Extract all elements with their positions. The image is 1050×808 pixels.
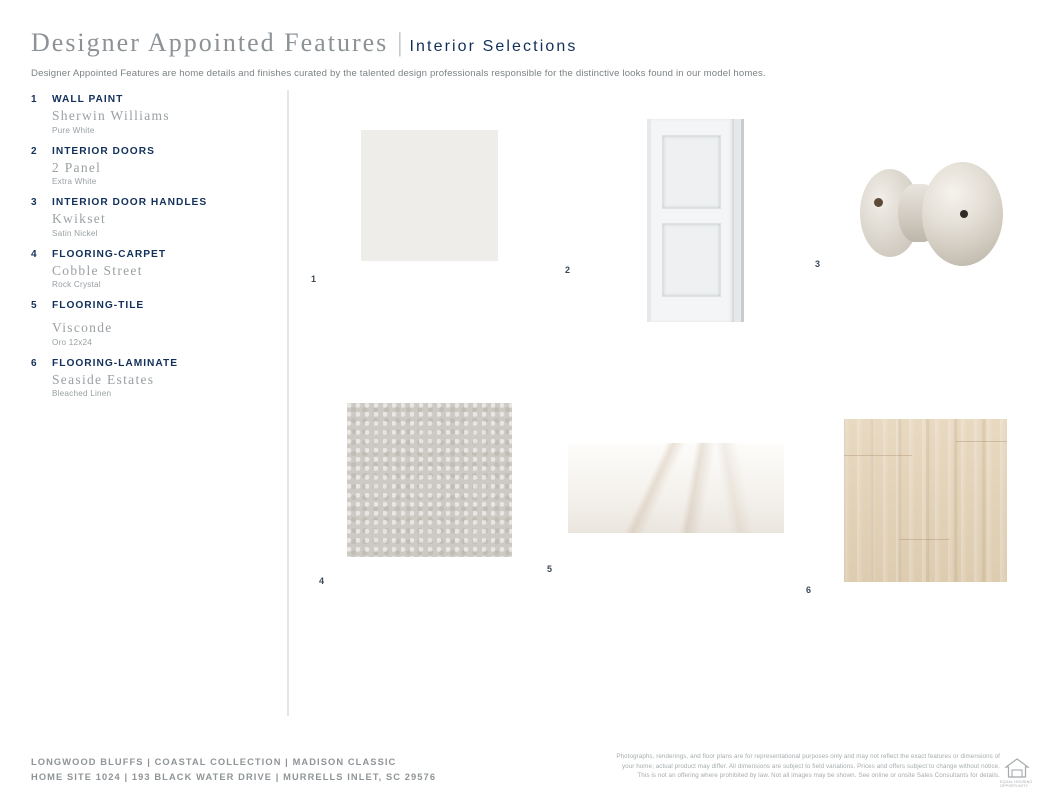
legend-item-interior-door-handles — [31, 197, 266, 238]
disclaimer-line-1: Photographs, renderings, and floor plans are for representational purposes only and may not reflect the exact features or dimensions of — [616, 753, 1000, 760]
legend-item-flooring-tile — [31, 300, 266, 347]
legend-brand: Seaside Estates — [52, 371, 155, 387]
legend-detail: Extra White — [52, 177, 97, 187]
footer-line-1: LONGWOOD BLUFFS | COASTAL COLLECTION | MADISON CLASSIC — [31, 757, 397, 767]
disclaimer-line-3: This is not an offering where prohibited by law. Not all images may be shown. See online or onsite Sales Consultants for details. — [637, 772, 1000, 780]
legend-category: FLOORING-LAMINATE — [52, 357, 179, 369]
handle-screw — [874, 198, 883, 207]
vertical-divider — [287, 90, 289, 716]
footer-line-2: HOME SITE 1024 | 193 BLACK WATER DRIVE | MURRELLS INLET, SC 29576 — [31, 772, 437, 783]
legend-number: 3 — [31, 197, 38, 209]
legend-number: 4 — [31, 248, 38, 260]
legend-head — [31, 358, 266, 369]
legend-head — [31, 94, 266, 105]
legend-category: INTERIOR DOORS — [52, 145, 155, 157]
handle-keyhole — [960, 210, 968, 218]
legend-body — [52, 263, 266, 290]
legend-brand: 2 Panel — [52, 159, 102, 175]
legend-detail: Oro 12x24 — [52, 337, 93, 347]
legend-number: 1 — [31, 94, 38, 105]
footer-community-info — [31, 755, 436, 786]
swatch-label-carpet: 4 — [319, 576, 325, 586]
legend-category: WALL PAINT — [52, 94, 124, 105]
laminate-seam — [956, 441, 1007, 442]
legend-number: 5 — [31, 300, 38, 312]
page-subtitle: Designer Appointed Features are home details and finishes curated by the talented design professionals responsible for the distinctive looks found in our model homes. — [31, 68, 766, 79]
swatch-label-laminate: 6 — [806, 585, 812, 595]
legend-category: INTERIOR DOOR HANDLES — [52, 197, 208, 209]
laminate-seam — [900, 539, 950, 540]
legend-body — [52, 211, 266, 238]
swatch-label-wall-paint: 1 — [311, 274, 317, 284]
legend-body — [52, 160, 266, 187]
legend-detail: Bleached Linen — [52, 389, 112, 399]
swatch-interior-door — [647, 119, 744, 322]
legend-item-interior-doors — [31, 146, 266, 187]
legend-number: 2 — [31, 145, 38, 157]
disclaimer-line-2: your home; actual product may differ. All dimensions are subject to field variations. Prices and offers subject to change without notice. — [621, 762, 1000, 770]
legend-detail: Satin Nickel — [52, 228, 98, 238]
legend-number: 6 — [31, 357, 38, 369]
laminate-seam — [844, 455, 912, 456]
legend-body — [52, 372, 266, 399]
legend-brand: Kwikset — [52, 211, 107, 227]
legend-item-flooring-laminate — [31, 358, 266, 399]
equal-housing-icon — [1004, 756, 1030, 781]
legend-detail: Pure White — [52, 125, 95, 135]
swatch-flooring-carpet — [347, 403, 512, 557]
swatch-label-tile: 5 — [547, 564, 553, 574]
page-title-main: Designer Appointed Features — [31, 28, 389, 57]
legend-category: FLOORING-CARPET — [52, 248, 167, 260]
page-title-sub: Interior Selections — [409, 38, 578, 55]
legend-brand: Cobble Street — [52, 262, 143, 278]
legend-brand: Sherwin Williams — [52, 108, 170, 123]
legend-head — [31, 249, 266, 260]
legend-head — [31, 146, 266, 157]
legend-category: FLOORING-TILE — [52, 300, 145, 312]
page-header — [31, 28, 1021, 79]
legend-brand: Visconde — [52, 320, 113, 336]
legend-head — [31, 197, 266, 208]
legend-item-flooring-carpet — [31, 249, 266, 290]
equal-housing-caption: EQUAL HOUSING OPPORTUNITY — [1000, 780, 1033, 788]
legend-item-wall-paint — [31, 94, 266, 135]
selections-legend — [31, 94, 266, 409]
legend-body — [52, 320, 266, 347]
legend-body — [52, 108, 266, 135]
swatch-label-interior-door: 2 — [565, 265, 571, 275]
swatch-label-door-handle: 3 — [815, 259, 821, 269]
door-slab — [651, 119, 734, 322]
swatch-door-handle — [860, 162, 1003, 270]
legend-head — [31, 300, 266, 311]
footer-disclaimer — [528, 752, 1000, 781]
door-panel-bottom — [662, 223, 721, 297]
door-panel-top — [662, 135, 721, 209]
swatch-flooring-tile — [568, 443, 784, 533]
page-title — [31, 28, 1021, 58]
swatch-flooring-laminate — [844, 419, 1007, 582]
legend-detail: Rock Crystal — [52, 280, 101, 290]
swatch-wall-paint — [361, 130, 498, 261]
title-divider: | — [397, 28, 403, 57]
